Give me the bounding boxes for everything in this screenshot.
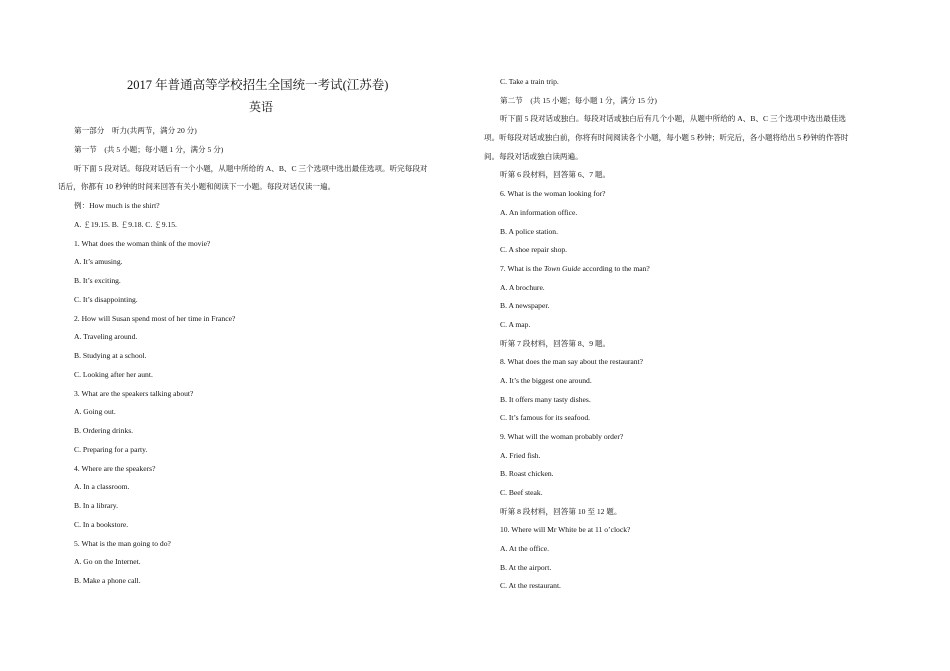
option: B. Studying at a school. [74,351,147,360]
option: C. A shoe repair shop. [500,245,568,254]
example-question: 例：How much is the shirt? [74,201,160,210]
option: A. Going out. [74,407,116,416]
question: 1. What does the woman think of the movie? [74,239,211,248]
part-heading: 第一部分 听力(共两节，满分 20 分) [74,126,197,135]
option: C. Beef steak. [500,488,543,497]
option: B. Roast chicken. [500,469,554,478]
instructions-line: 听下面 5 段对话。每段对话后有一个小题，从题中所给的 A、B、C 三个选项中选出最佳选项。听完每段对 [74,164,428,173]
option: A. In a classroom. [74,482,130,491]
question: 6. What is the woman looking for? [500,189,606,198]
question-text: 7. What is the [500,264,544,273]
question-italic-text: Town Guide [543,264,581,273]
question: 2. How will Susan spend most of her time in France? [74,314,236,323]
page-title: 2017 年普通高等学校招生全国统一考试(江苏卷) [127,78,389,92]
option: B. In a library. [74,501,119,510]
option: C. It’s disappointing. [74,295,138,304]
option: B. It’s exciting. [74,276,121,285]
option: A. Go on the Internet. [74,557,141,566]
instructions-line: 间。每段对话或独白读两遍。 [484,152,583,161]
material-heading: 听第 8 段材料，回答第 10 至 12 题。 [500,507,622,516]
option: C. In a bookstore. [74,520,129,529]
instructions-line: 听下面 5 段对话或独白。每段对话或独白后有几个小题，从题中所给的 A、B、C 三个选项中选出最佳选 [500,114,846,123]
question-text: according to the man? [580,264,650,273]
option: B. At the airport. [500,563,552,572]
option: A. A brochure. [500,283,545,292]
option: A. Fried fish. [500,451,541,460]
option: A. It’s amusing. [74,257,123,266]
option: A. It’s the biggest one around. [500,376,592,385]
material-heading: 听第 7 段材料，回答第 8、9 题。 [500,339,611,348]
option: B. It offers many tasty dishes. [500,395,591,404]
question: 8. What does the man say about the restaurant? [500,357,644,366]
section-heading: 第一节 (共 5 小题；每小题 1 分，满分 5 分) [74,145,224,154]
option: C. A map. [500,320,531,329]
material-heading: 听第 6 段材料，回答第 6、7 题。 [500,170,611,179]
option: A. Traveling around. [74,332,138,341]
subject-title: 英语 [249,100,274,114]
option: B. Ordering drinks. [74,426,134,435]
option: C. Looking after her aunt. [74,370,153,379]
question: 5. What is the man going to do? [74,539,171,548]
question: 4. Where are the speakers? [74,464,156,473]
option: B. Make a phone call. [74,576,141,585]
option: B. A police station. [500,227,559,236]
option: C. At the restaurant. [500,581,561,590]
option: C. It’s famous for its seafood. [500,413,591,422]
option: A. At the office. [500,544,549,553]
section-heading: 第二节 (共 15 小题；每小题 1 分，满分 15 分) [500,96,657,105]
option: B. A newspaper. [500,301,550,310]
instructions-line: 话后，你都有 10 秒钟的时间来回答有关小题和阅读下一小题。每段对话仅读一遍。 [58,182,336,191]
question: 10. Where will Mr White be at 11 o’clock? [500,525,631,534]
question [500,264,650,274]
question: 9. What will the woman probably order? [500,432,624,441]
instructions-line: 项。听每段对话或独白前，你将有时间阅读各个小题，每小题 5 秒钟；听完后，各小题将给出 5 秒钟的作答时 [484,133,849,142]
option: C. Take a train trip. [500,77,559,86]
option: C. Preparing for a party. [74,445,148,454]
question: 3. What are the speakers talking about? [74,389,194,398]
example-options: A. ￡19.15. B. ￡9.18. C. ￡9.15. [74,220,177,229]
option: A. An information office. [500,208,578,217]
